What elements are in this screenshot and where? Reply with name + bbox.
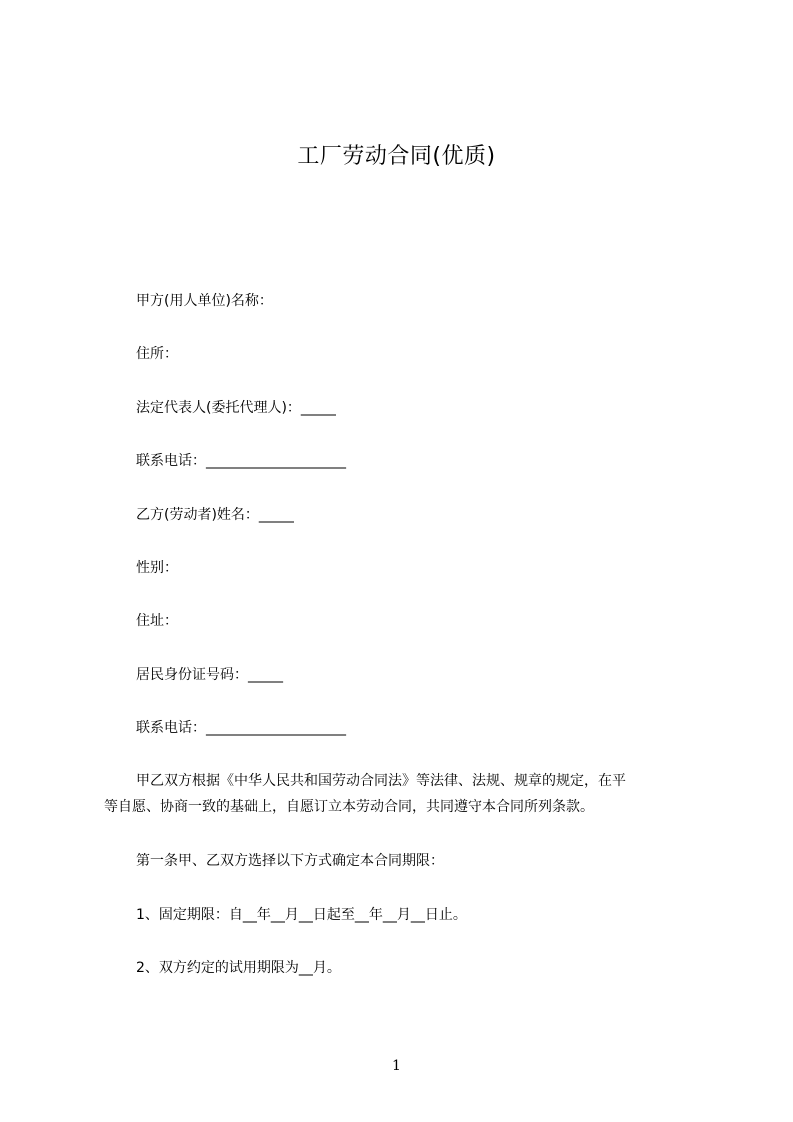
document-title: 工厂劳动合同(优质) bbox=[297, 144, 496, 169]
employer-name-field: 甲方(用人单位)名称： bbox=[136, 293, 273, 309]
employee-address-field: 住址： bbox=[136, 613, 178, 629]
employee-phone-field: 联系电话：____________________ bbox=[136, 720, 346, 736]
employee-name-field: 乙方(劳动者)姓名：_____ bbox=[136, 507, 294, 523]
legal-representative-field: 法定代表人(委托代理人)：_____ bbox=[136, 400, 336, 416]
employer-address-field: 住所： bbox=[136, 346, 178, 362]
employer-phone-field: 联系电话：____________________ bbox=[136, 453, 346, 469]
intro-paragraph-line-1: 甲乙双方根据《中华人民共和国劳动合同法》等法律、法规、规章的规定，在平 bbox=[136, 773, 626, 789]
clause-fixed-term: 1、固定期限：自__年__月__日起至__年__月__日止。 bbox=[136, 907, 467, 923]
clause-probation-period: 2、双方约定的试用期限为__月。 bbox=[136, 960, 341, 976]
page-number: 1 bbox=[392, 1058, 401, 1074]
employee-id-number-field: 居民身份证号码：_____ bbox=[136, 667, 283, 683]
intro-paragraph-line-2: 等自愿、协商一致的基础上，自愿订立本劳动合同，共同遵守本合同所列条款。 bbox=[104, 799, 594, 815]
clause-1-heading: 第一条甲、乙双方选择以下方式确定本合同期限： bbox=[136, 853, 444, 869]
intro-paragraph bbox=[104, 771, 704, 817]
employee-gender-field: 性别： bbox=[136, 560, 178, 576]
